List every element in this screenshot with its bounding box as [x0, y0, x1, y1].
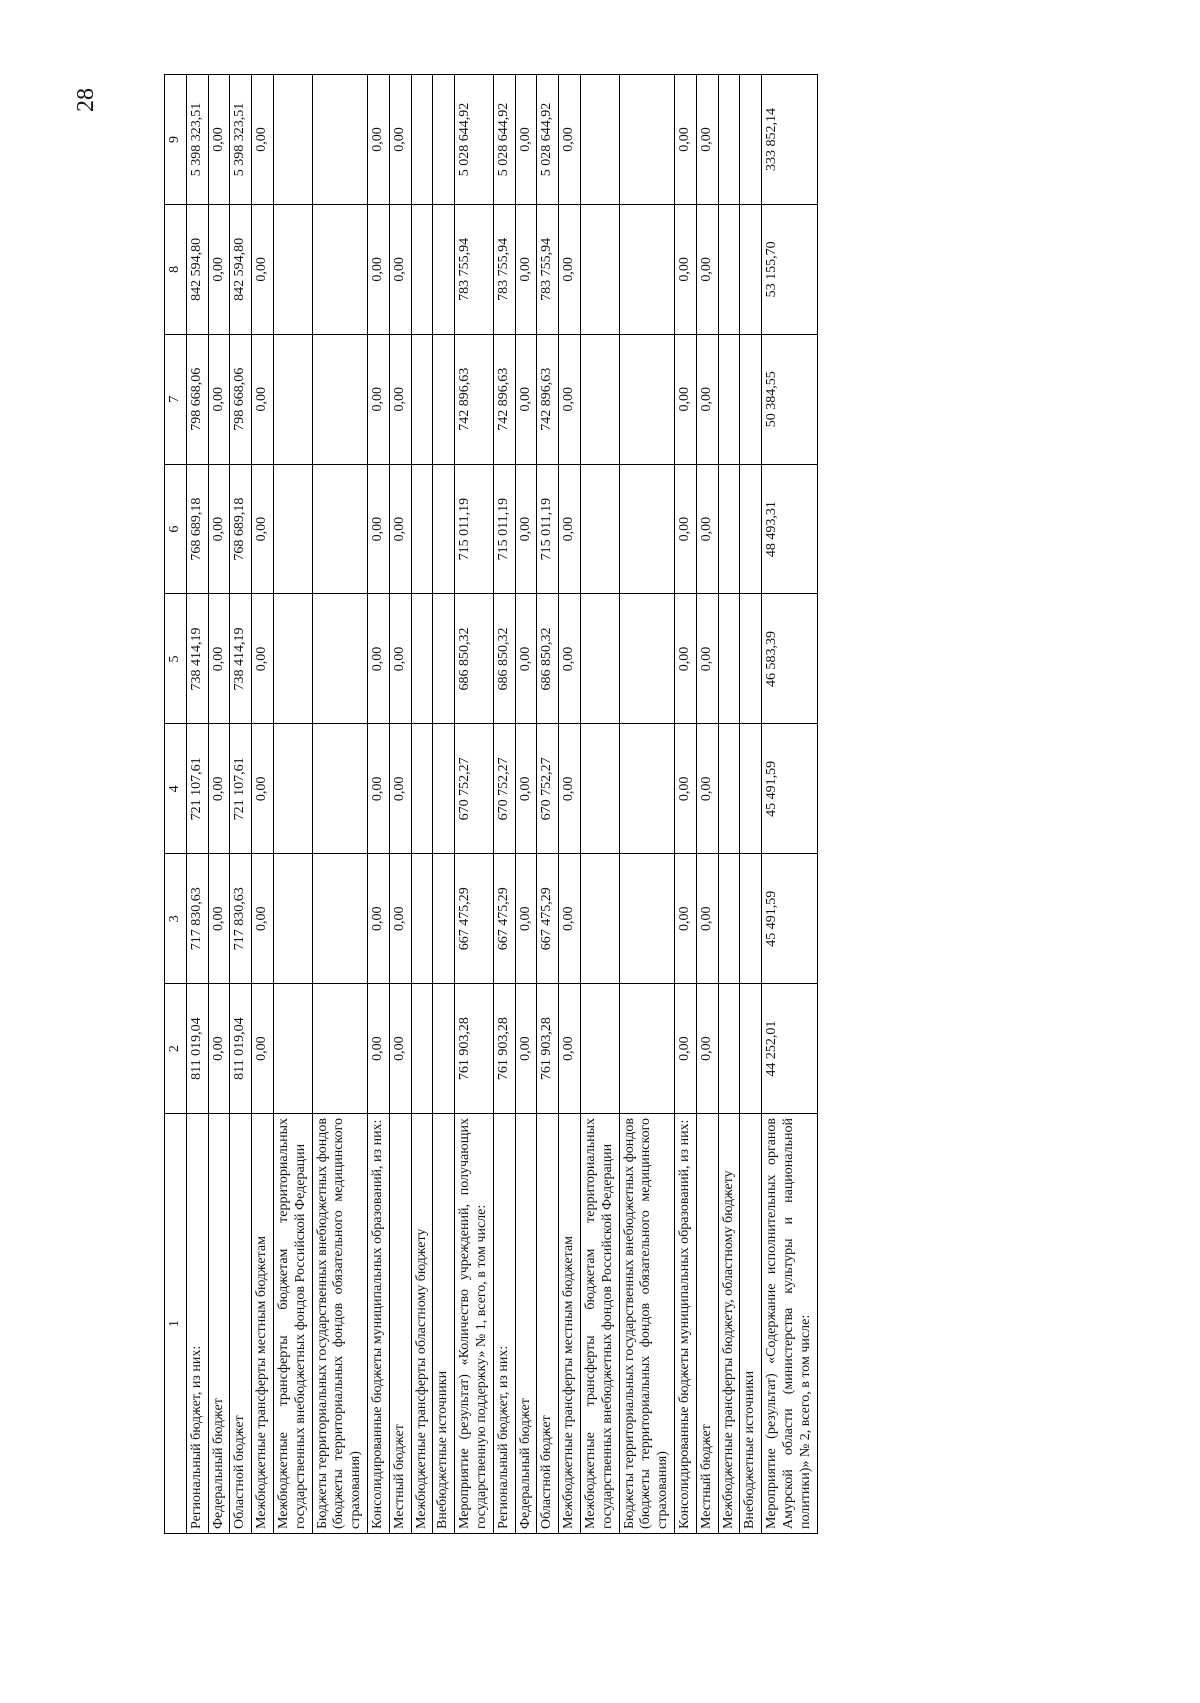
value-cell: 0,00	[367, 464, 389, 594]
value-cell	[718, 854, 740, 984]
row-label: Межбюджетные трансферты местным бюджетам	[252, 1114, 274, 1534]
value-cell: 0,00	[367, 204, 389, 334]
value-cell: 5 028 644,92	[455, 75, 494, 205]
row-label: Федеральный бюджет	[515, 1114, 537, 1534]
value-cell: 0,00	[389, 594, 411, 724]
value-cell: 5 398 323,51	[230, 75, 252, 205]
row-label: Консолидированные бюджеты муниципальных образований, из них:	[674, 1114, 696, 1534]
value-cell	[312, 724, 367, 854]
value-cell: 783 755,94	[537, 204, 559, 334]
table-row	[580, 75, 619, 1534]
table-row	[433, 75, 455, 1534]
column-header: 3	[165, 854, 187, 984]
value-cell	[718, 204, 740, 334]
table-row	[273, 75, 312, 1534]
value-cell: 742 896,63	[493, 334, 515, 464]
value-cell: 0,00	[252, 724, 274, 854]
table-row	[718, 75, 740, 1534]
value-cell: 0,00	[389, 75, 411, 205]
table-row	[674, 75, 696, 1534]
value-cell	[718, 334, 740, 464]
table-row	[186, 75, 208, 1534]
value-cell	[619, 334, 674, 464]
value-cell	[718, 75, 740, 205]
value-cell: 0,00	[559, 854, 581, 984]
value-cell	[312, 204, 367, 334]
value-cell: 0,00	[367, 75, 389, 205]
column-header: 5	[165, 594, 187, 724]
value-cell: 715 011,19	[493, 464, 515, 594]
row-label: Федеральный бюджет	[208, 1114, 230, 1534]
value-cell: 761 903,28	[455, 984, 494, 1114]
budget-table-sheet	[164, 74, 1050, 1534]
row-label: Мероприятие (результат) «Содержание исполнительных органов Амурской области (министерства культуры и национальной политики)» № 2, всего, в том числе:	[762, 1114, 817, 1534]
value-cell: 0,00	[674, 594, 696, 724]
value-cell: 0,00	[515, 334, 537, 464]
row-label: Межбюджетные трансферты бюджетам территориальных государственных внебюджетных фондов Российской Федерации	[580, 1114, 619, 1534]
value-cell: 768 689,18	[230, 464, 252, 594]
value-cell: 45 491,59	[762, 724, 817, 854]
value-cell: 0,00	[515, 594, 537, 724]
value-cell	[312, 854, 367, 984]
table-body	[186, 75, 817, 1534]
value-cell	[411, 204, 433, 334]
row-label: Региональный бюджет, из них:	[186, 1114, 208, 1534]
value-cell	[433, 984, 455, 1114]
value-cell: 48 493,31	[762, 464, 817, 594]
value-cell	[718, 724, 740, 854]
value-cell: 686 850,32	[493, 594, 515, 724]
value-cell: 842 594,80	[186, 204, 208, 334]
table-row	[367, 75, 389, 1534]
column-header: 2	[165, 984, 187, 1114]
value-cell	[740, 854, 762, 984]
value-cell	[273, 464, 312, 594]
value-cell	[580, 75, 619, 205]
value-cell: 783 755,94	[455, 204, 494, 334]
value-cell: 0,00	[674, 75, 696, 205]
value-cell: 0,00	[674, 334, 696, 464]
value-cell: 0,00	[559, 334, 581, 464]
value-cell: 686 850,32	[537, 594, 559, 724]
value-cell: 0,00	[696, 594, 718, 724]
value-cell	[312, 75, 367, 205]
row-label: Межбюджетные трансферты местным бюджетам	[559, 1114, 581, 1534]
value-cell	[273, 594, 312, 724]
value-cell	[411, 75, 433, 205]
column-header: 6	[165, 464, 187, 594]
value-cell: 0,00	[252, 594, 274, 724]
value-cell: 0,00	[696, 334, 718, 464]
value-cell	[718, 464, 740, 594]
value-cell: 0,00	[515, 204, 537, 334]
value-cell	[312, 334, 367, 464]
table-row	[455, 75, 494, 1534]
value-cell: 738 414,19	[186, 594, 208, 724]
row-label: Внебюджетные источники	[740, 1114, 762, 1534]
value-cell: 0,00	[696, 75, 718, 205]
value-cell: 0,00	[389, 464, 411, 594]
value-cell	[273, 334, 312, 464]
row-label: Местный бюджет	[389, 1114, 411, 1534]
value-cell	[580, 464, 619, 594]
value-cell	[273, 854, 312, 984]
table-row	[411, 75, 433, 1534]
value-cell	[580, 334, 619, 464]
row-label: Межбюджетные трансферты бюджету, областному бюджету	[718, 1114, 740, 1534]
value-cell: 0,00	[208, 204, 230, 334]
table-row	[515, 75, 537, 1534]
value-cell	[740, 984, 762, 1114]
value-cell: 0,00	[515, 984, 537, 1114]
value-cell: 667 475,29	[455, 854, 494, 984]
value-cell	[740, 464, 762, 594]
value-cell: 0,00	[208, 75, 230, 205]
value-cell: 0,00	[674, 204, 696, 334]
value-cell	[411, 984, 433, 1114]
value-cell	[619, 854, 674, 984]
value-cell: 0,00	[252, 464, 274, 594]
table-row	[389, 75, 411, 1534]
row-label: Региональный бюджет, из них:	[493, 1114, 515, 1534]
value-cell: 667 475,29	[537, 854, 559, 984]
value-cell: 0,00	[389, 204, 411, 334]
value-cell: 0,00	[515, 724, 537, 854]
row-label: Межбюджетные трансферты бюджетам территориальных государственных внебюджетных фондов Российской Федерации	[273, 1114, 312, 1534]
row-label: Мероприятие (результат) «Количество учреждений, получающих государственную поддержку» № 1, всего, в том числе:	[455, 1114, 494, 1534]
table-row	[559, 75, 581, 1534]
value-cell: 0,00	[389, 724, 411, 854]
table-row	[619, 75, 674, 1534]
column-header: 1	[165, 1114, 187, 1534]
value-cell: 5 398 323,51	[186, 75, 208, 205]
value-cell: 0,00	[674, 464, 696, 594]
column-header: 9	[165, 75, 187, 205]
value-cell: 5 028 644,92	[537, 75, 559, 205]
table-row	[230, 75, 252, 1534]
value-cell: 0,00	[696, 984, 718, 1114]
value-cell: 721 107,61	[186, 724, 208, 854]
value-cell	[718, 984, 740, 1114]
value-cell	[433, 854, 455, 984]
value-cell	[619, 724, 674, 854]
value-cell	[740, 594, 762, 724]
value-cell	[580, 204, 619, 334]
value-cell: 842 594,80	[230, 204, 252, 334]
column-header: 8	[165, 204, 187, 334]
value-cell: 0,00	[515, 464, 537, 594]
value-cell	[411, 464, 433, 594]
value-cell: 0,00	[367, 724, 389, 854]
value-cell: 5 028 644,92	[493, 75, 515, 205]
value-cell: 0,00	[696, 854, 718, 984]
value-cell: 811 019,04	[230, 984, 252, 1114]
value-cell: 0,00	[559, 204, 581, 334]
value-cell	[740, 204, 762, 334]
value-cell: 738 414,19	[230, 594, 252, 724]
value-cell: 0,00	[674, 984, 696, 1114]
value-cell	[740, 724, 762, 854]
header-row	[165, 75, 187, 1534]
value-cell: 686 850,32	[455, 594, 494, 724]
value-cell	[273, 724, 312, 854]
table-row	[696, 75, 718, 1534]
value-cell	[273, 204, 312, 334]
value-cell	[619, 464, 674, 594]
value-cell: 0,00	[696, 724, 718, 854]
value-cell	[580, 854, 619, 984]
value-cell: 0,00	[559, 464, 581, 594]
value-cell: 0,00	[389, 334, 411, 464]
value-cell	[273, 984, 312, 1114]
value-cell	[433, 594, 455, 724]
value-cell: 0,00	[515, 75, 537, 205]
row-label: Бюджеты территориальных государственных внебюджетных фондов (бюджеты территориальных фондов обязательного медицинского страхования)	[619, 1114, 674, 1534]
row-label: Консолидированные бюджеты муниципальных образований, из них:	[367, 1114, 389, 1534]
value-cell: 46 583,39	[762, 594, 817, 724]
value-cell: 0,00	[696, 204, 718, 334]
value-cell: 0,00	[208, 724, 230, 854]
value-cell: 717 830,63	[230, 854, 252, 984]
value-cell: 761 903,28	[537, 984, 559, 1114]
value-cell: 670 752,27	[455, 724, 494, 854]
value-cell: 0,00	[389, 854, 411, 984]
value-cell: 742 896,63	[455, 334, 494, 464]
value-cell: 0,00	[367, 334, 389, 464]
value-cell	[619, 204, 674, 334]
value-cell	[411, 334, 433, 464]
value-cell: 768 689,18	[186, 464, 208, 594]
table-row	[762, 75, 817, 1534]
table-row	[208, 75, 230, 1534]
value-cell: 0,00	[696, 464, 718, 594]
value-cell: 50 384,55	[762, 334, 817, 464]
value-cell	[312, 594, 367, 724]
value-cell: 0,00	[208, 854, 230, 984]
value-cell: 0,00	[559, 594, 581, 724]
value-cell: 0,00	[674, 724, 696, 854]
value-cell: 0,00	[208, 464, 230, 594]
value-cell	[433, 75, 455, 205]
value-cell: 44 252,01	[762, 984, 817, 1114]
table-row	[493, 75, 515, 1534]
value-cell: 0,00	[389, 984, 411, 1114]
value-cell: 742 896,63	[537, 334, 559, 464]
value-cell: 667 475,29	[493, 854, 515, 984]
value-cell: 333 852,14	[762, 75, 817, 205]
value-cell: 0,00	[515, 854, 537, 984]
table-row	[252, 75, 274, 1534]
row-label: Внебюджетные источники	[433, 1114, 455, 1534]
value-cell: 0,00	[252, 984, 274, 1114]
value-cell: 0,00	[208, 594, 230, 724]
value-cell	[740, 334, 762, 464]
value-cell: 0,00	[367, 594, 389, 724]
value-cell	[411, 854, 433, 984]
value-cell	[619, 75, 674, 205]
value-cell	[580, 594, 619, 724]
row-label: Областной бюджет	[230, 1114, 252, 1534]
value-cell: 0,00	[252, 854, 274, 984]
value-cell: 0,00	[252, 334, 274, 464]
value-cell	[411, 594, 433, 724]
value-cell	[411, 724, 433, 854]
row-label: Областной бюджет	[537, 1114, 559, 1534]
value-cell: 783 755,94	[493, 204, 515, 334]
value-cell: 0,00	[367, 854, 389, 984]
value-cell: 0,00	[559, 984, 581, 1114]
value-cell: 53 155,70	[762, 204, 817, 334]
table-row	[312, 75, 367, 1534]
value-cell	[619, 984, 674, 1114]
value-cell: 761 903,28	[493, 984, 515, 1114]
budget-table	[164, 74, 818, 1534]
value-cell	[580, 724, 619, 854]
value-cell	[740, 75, 762, 205]
value-cell: 0,00	[252, 75, 274, 205]
value-cell: 0,00	[559, 724, 581, 854]
value-cell: 670 752,27	[493, 724, 515, 854]
column-header: 4	[165, 724, 187, 854]
value-cell: 0,00	[674, 854, 696, 984]
column-header: 7	[165, 334, 187, 464]
page-number	[66, 80, 106, 120]
row-label: Местный бюджет	[696, 1114, 718, 1534]
value-cell: 0,00	[559, 75, 581, 205]
value-cell	[433, 464, 455, 594]
row-label: Бюджеты территориальных государственных внебюджетных фондов (бюджеты территориальных фондов обязательного медицинского страхования)	[312, 1114, 367, 1534]
value-cell: 715 011,19	[455, 464, 494, 594]
value-cell: 717 830,63	[186, 854, 208, 984]
value-cell: 0,00	[367, 984, 389, 1114]
value-cell: 715 011,19	[537, 464, 559, 594]
value-cell: 798 668,06	[186, 334, 208, 464]
value-cell	[433, 724, 455, 854]
value-cell	[580, 984, 619, 1114]
value-cell: 798 668,06	[230, 334, 252, 464]
value-cell: 45 491,59	[762, 854, 817, 984]
table-row	[537, 75, 559, 1534]
value-cell: 721 107,61	[230, 724, 252, 854]
value-cell: 0,00	[252, 204, 274, 334]
value-cell	[718, 594, 740, 724]
value-cell: 0,00	[208, 334, 230, 464]
value-cell	[433, 334, 455, 464]
page-number-text: 28	[72, 88, 99, 112]
value-cell	[273, 75, 312, 205]
value-cell	[619, 594, 674, 724]
value-cell: 0,00	[208, 984, 230, 1114]
value-cell	[312, 984, 367, 1114]
value-cell: 670 752,27	[537, 724, 559, 854]
value-cell: 811 019,04	[186, 984, 208, 1114]
value-cell	[312, 464, 367, 594]
value-cell	[433, 204, 455, 334]
table-row	[740, 75, 762, 1534]
row-label: Межбюджетные трансферты областному бюджету	[411, 1114, 433, 1534]
